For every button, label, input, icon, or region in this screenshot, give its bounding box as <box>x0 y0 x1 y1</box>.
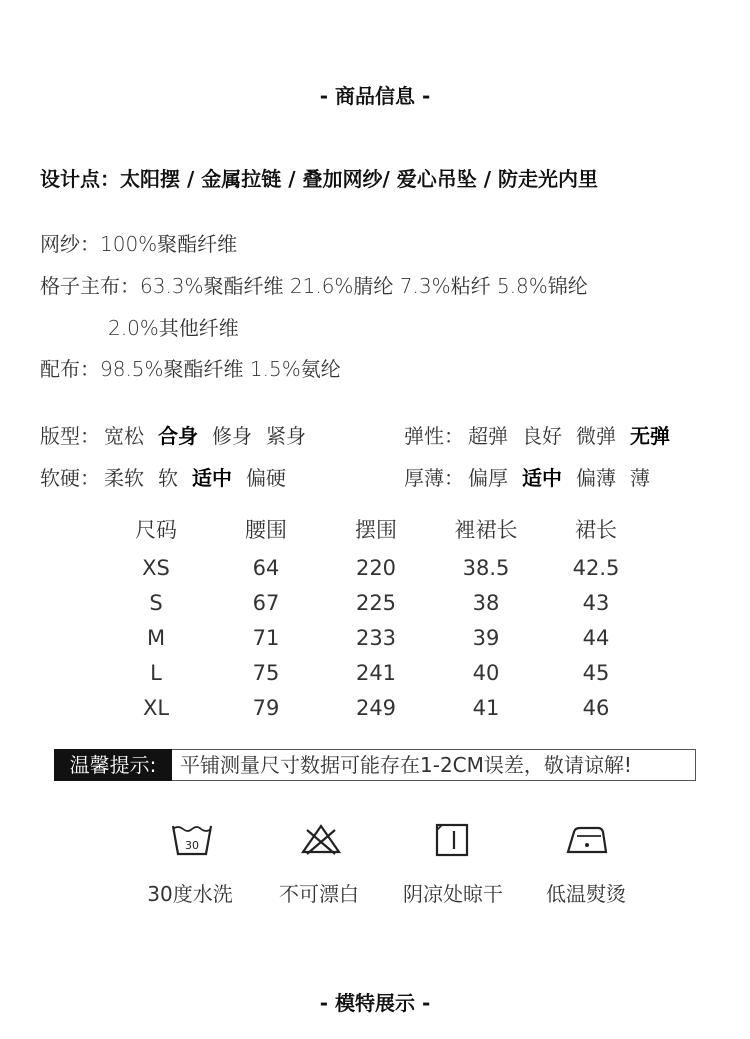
attr-label: 版型： <box>40 424 100 448</box>
attr-option: 紧身 <box>266 424 306 448</box>
size-table-header <box>101 514 651 544</box>
size-cell: 45 <box>582 661 610 685</box>
size-cell: 71 <box>252 626 280 650</box>
attr-label: 弹性： <box>404 424 464 448</box>
size-cell: 233 <box>355 626 397 650</box>
size-table-body <box>101 556 651 731</box>
size-cell: 75 <box>252 661 280 685</box>
attr-option: 超弹 <box>468 424 508 448</box>
size-cell: 43 <box>582 591 610 615</box>
table-row <box>101 661 651 696</box>
size-header-cell: 裡裙长 <box>454 518 518 542</box>
attr-option: 合身 <box>158 424 198 448</box>
size-cell: 249 <box>355 696 397 720</box>
attr-option: 微弹 <box>576 424 616 448</box>
attr-option: 偏薄 <box>576 466 616 490</box>
size-cell: S <box>149 591 163 615</box>
size-cell: 41 <box>472 696 500 720</box>
attr-option: 良好 <box>522 424 562 448</box>
attr-option: 薄 <box>630 466 650 490</box>
attr-label: 厚薄： <box>404 466 464 490</box>
attr-option: 无弹 <box>630 424 670 448</box>
size-cell: 220 <box>355 556 397 580</box>
size-cell: 46 <box>582 696 610 720</box>
attr-option: 偏厚 <box>468 466 508 490</box>
material-trim: 配布：98.5%聚酯纤维 1.5%氨纶 <box>40 357 341 381</box>
material-plaid-cont: 2.0%其他纤维 <box>108 316 239 340</box>
attr-option: 适中 <box>522 466 562 490</box>
material-plaid: 格子主布：63.3%聚酯纤维 21.6%腈纶 7.3%粘纤 5.8%锦纶 <box>40 274 588 298</box>
size-cell: 44 <box>582 626 610 650</box>
size-header-cell: 尺码 <box>135 518 177 542</box>
size-cell: 67 <box>252 591 280 615</box>
size-cell: L <box>150 661 162 685</box>
size-header-cell: 腰围 <box>245 518 287 542</box>
size-table <box>101 514 651 731</box>
no-bleach-icon <box>299 822 343 862</box>
section-title-model: - 模特展示 - <box>319 991 431 1015</box>
tip-text: 平铺测量尺寸数据可能存在1-2CM误差，敬请谅解! <box>180 753 632 777</box>
attr-option: 软 <box>158 466 178 490</box>
design-points: 设计点：太阳摆 / 金属拉链 / 叠加网纱/ 爱心吊坠 / 防走光内里 <box>40 167 598 191</box>
attr-option: 适中 <box>192 466 232 490</box>
size-cell: 39 <box>472 626 500 650</box>
size-cell: XL <box>142 696 170 720</box>
size-cell: 79 <box>252 696 280 720</box>
attr-thickness <box>404 462 664 491</box>
size-cell: 38 <box>472 591 500 615</box>
attr-option: 宽松 <box>104 424 144 448</box>
tip-label: 温馨提示: <box>54 749 172 781</box>
size-cell: 225 <box>355 591 397 615</box>
care-label-bleach: 不可漂白 <box>279 882 359 906</box>
table-row <box>101 696 651 731</box>
care-label-wash: 30度水洗 <box>147 882 233 906</box>
attr-option: 修身 <box>212 424 252 448</box>
table-row <box>101 591 651 626</box>
material-mesh: 网纱：100%聚酯纤维 <box>40 232 238 256</box>
care-label-dry: 阴凉处晾干 <box>403 882 503 906</box>
size-cell: 42.5 <box>572 556 620 580</box>
wash-30-icon <box>170 820 214 860</box>
attr-option: 柔软 <box>104 466 144 490</box>
wash-temp: 30 <box>185 839 199 852</box>
attr-label: 软硬： <box>40 466 100 490</box>
size-cell: M <box>146 626 166 650</box>
size-header-cell: 裙长 <box>575 518 617 542</box>
shade-dry-icon <box>434 820 478 860</box>
care-label-iron: 低温熨烫 <box>546 882 626 906</box>
attr-softness <box>40 462 300 491</box>
size-header-cell: 摆围 <box>355 518 397 542</box>
table-row <box>101 556 651 591</box>
attr-fit <box>40 420 320 449</box>
table-row <box>101 626 651 661</box>
size-cell: XS <box>142 556 170 580</box>
low-iron-icon <box>564 822 608 862</box>
attr-option: 偏硬 <box>246 466 286 490</box>
size-cell: 38.5 <box>462 556 510 580</box>
section-title-info: - 商品信息 - <box>319 84 431 108</box>
attr-elasticity <box>404 420 684 449</box>
size-cell: 241 <box>355 661 397 685</box>
size-cell: 64 <box>252 556 280 580</box>
size-cell: 40 <box>472 661 500 685</box>
